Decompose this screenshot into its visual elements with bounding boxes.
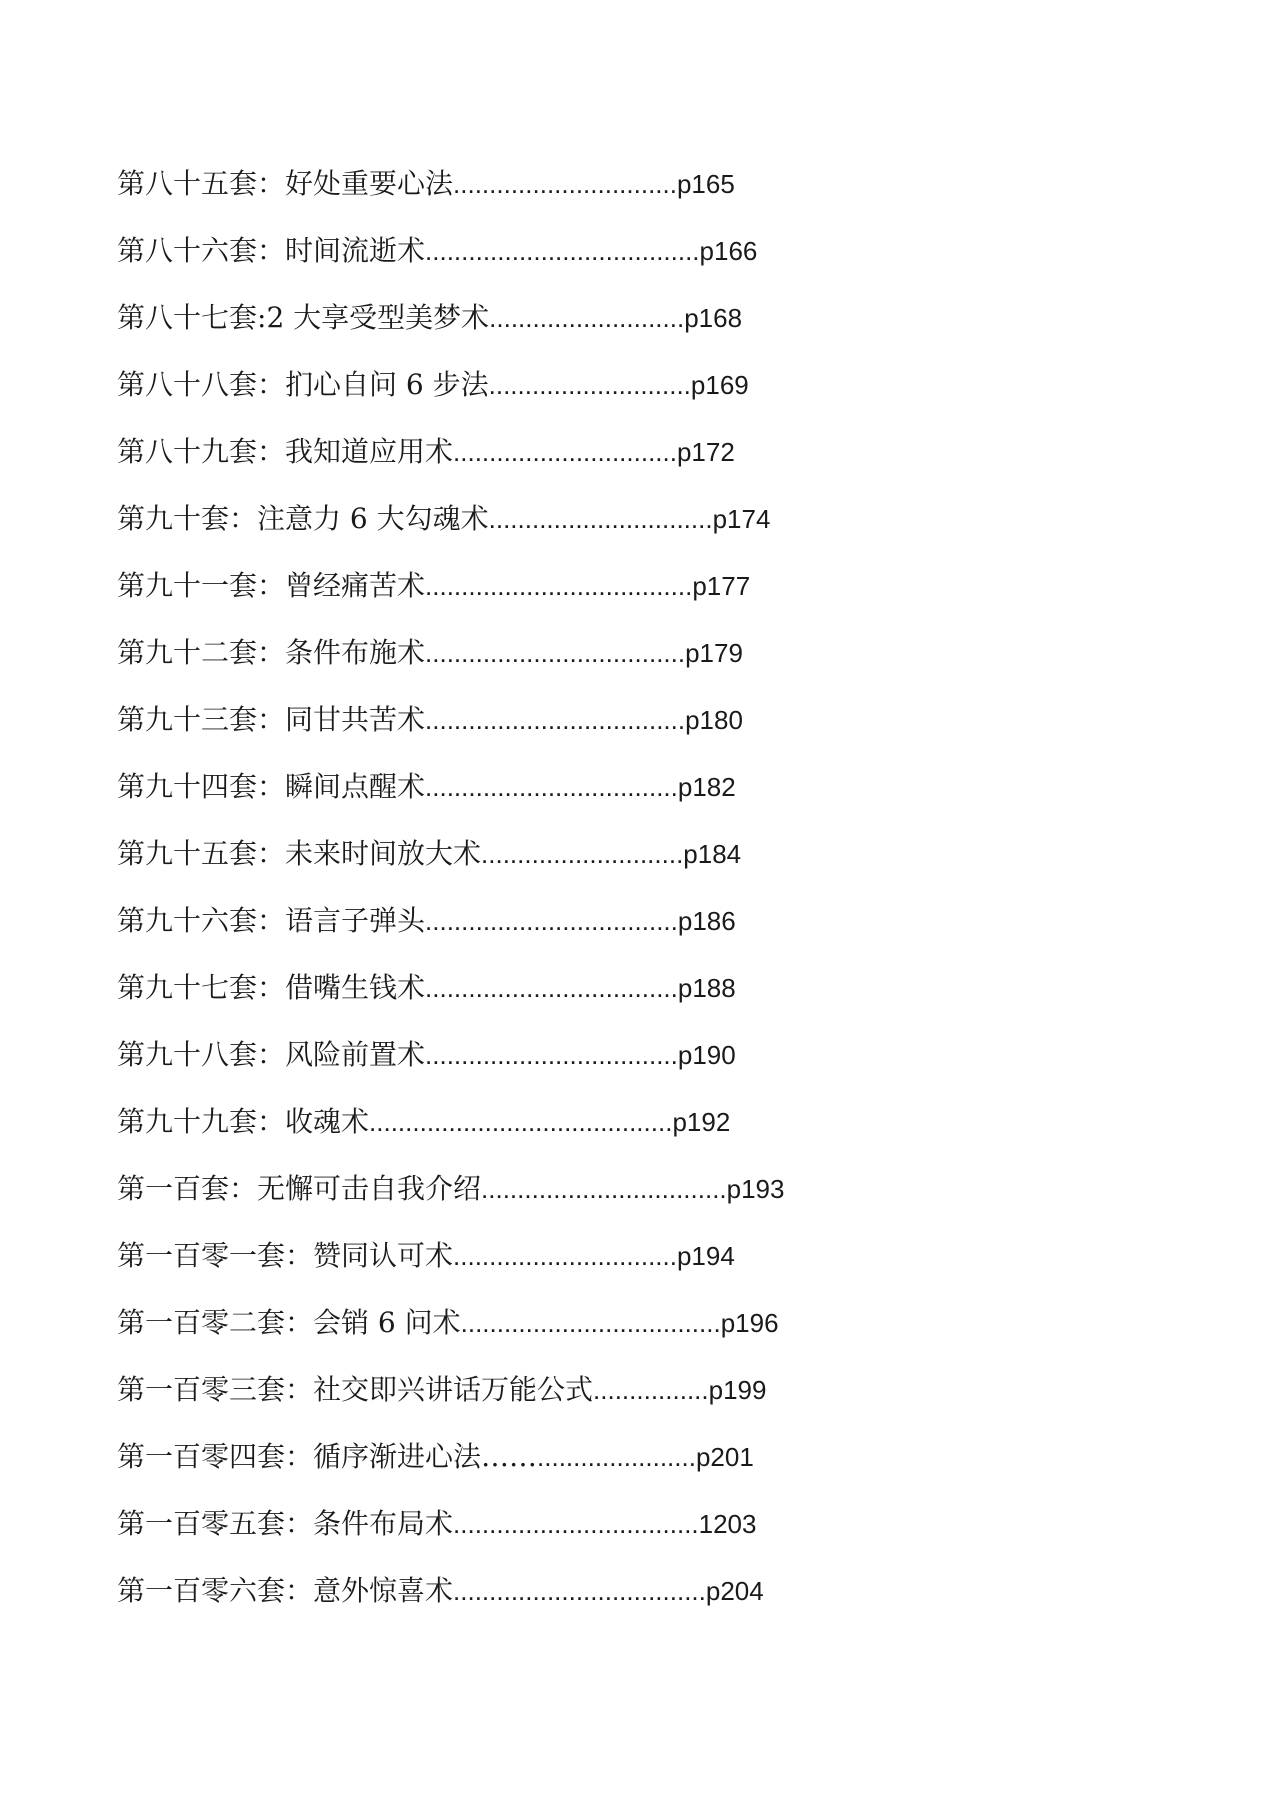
toc-dot-leader: ............................... xyxy=(488,504,713,534)
toc-chapter-number: 第一百零一套： xyxy=(117,1239,314,1272)
toc-dot-leader: .................................... xyxy=(425,638,686,668)
toc-dot-leader: ............................... xyxy=(453,1241,677,1271)
toc-entry xyxy=(117,298,784,365)
toc-dot-leader: .......................................... xyxy=(369,1107,673,1137)
toc-chapter-number: 第九十三套： xyxy=(117,703,286,736)
toc-chapter-number: 第一百零五套： xyxy=(117,1507,314,1540)
toc-entry xyxy=(117,432,784,499)
toc-chapter-number: 第九十套： xyxy=(117,502,258,535)
toc-page-number: p182 xyxy=(677,772,736,802)
toc-dot-leader: ...................... xyxy=(537,1442,696,1472)
toc-title: 借嘴生钱术 xyxy=(285,971,426,1004)
toc-title: 瞬间点醒术 xyxy=(285,770,426,803)
toc-page-number: p172 xyxy=(676,437,735,467)
toc-dot-leader: ................ xyxy=(593,1375,709,1405)
toc-title: 好处重要心法 xyxy=(285,167,454,200)
toc-title: 赞同认可术 xyxy=(313,1239,454,1272)
toc-title: 时间流逝术 xyxy=(285,234,426,267)
toc-page-number: p184 xyxy=(683,839,742,869)
toc-title: 社交即兴讲话万能公式 xyxy=(313,1373,594,1406)
toc-chapter-number: 第一百零三套： xyxy=(117,1373,314,1406)
toc-page-number: p179 xyxy=(685,638,743,668)
toc-page-number: p194 xyxy=(676,1241,735,1271)
toc-entry xyxy=(117,1236,784,1303)
toc-dot-leader: ................................... xyxy=(425,906,678,936)
toc-chapter-number: 第九十七套： xyxy=(117,971,286,1004)
toc-chapter-number: 第九十二套： xyxy=(117,636,286,669)
toc-title: 意外惊喜术 xyxy=(313,1574,454,1607)
toc-dot-leader: ................................... xyxy=(453,1576,706,1606)
toc-entry xyxy=(117,1437,784,1504)
toc-page-number: p180 xyxy=(685,705,743,735)
toc-entry xyxy=(117,566,784,633)
toc-dot-leader: ............................... xyxy=(453,437,677,467)
toc-page-number: p192 xyxy=(672,1107,731,1137)
toc-entry xyxy=(117,968,784,1035)
toc-page-number: p165 xyxy=(676,169,735,199)
toc-dot-leader: ............................ xyxy=(481,839,684,869)
toc-chapter-number: 第八十九套： xyxy=(117,435,286,468)
toc-entry xyxy=(117,164,784,231)
toc-chapter-number: 第九十九套： xyxy=(117,1105,286,1138)
toc-title: 我知道应用术 xyxy=(285,435,454,468)
toc-entry xyxy=(117,1571,784,1638)
toc-title: 收魂术 xyxy=(285,1105,370,1138)
toc-chapter-number: 第一百零二套： xyxy=(117,1306,314,1339)
toc-entry xyxy=(117,633,784,700)
toc-page-number: p174 xyxy=(712,504,771,534)
toc-page-number: p204 xyxy=(705,1576,764,1606)
toc-entry xyxy=(117,1169,784,1236)
toc-chapter-number: 第九十一套： xyxy=(117,569,286,602)
toc-page-number: p168 xyxy=(684,303,743,333)
toc-chapter-number: 第八十五套： xyxy=(117,167,286,200)
toc-dot-leader: ........................... xyxy=(489,303,685,333)
toc-title: 曾经痛苦术 xyxy=(285,569,426,602)
toc-dot-leader: .................................. xyxy=(453,1509,699,1539)
toc-dot-leader: ..................................... xyxy=(425,571,693,601)
toc-page-number: p201 xyxy=(695,1442,754,1472)
toc-entry xyxy=(117,700,784,767)
toc-title: 语言子弹头 xyxy=(285,904,426,937)
toc-entry xyxy=(117,767,784,834)
toc-title: 未来时间放大术 xyxy=(285,837,482,870)
toc-page-number: p193 xyxy=(726,1174,785,1204)
toc-page-number: 1203 xyxy=(698,1509,757,1539)
toc-chapter-number: 第八十八套： xyxy=(117,368,286,401)
toc-entry xyxy=(117,1370,784,1437)
toc-page-number: p196 xyxy=(720,1308,779,1338)
toc-page-number: p188 xyxy=(677,973,736,1003)
toc-title: 无懈可击自我介绍 xyxy=(257,1172,482,1205)
toc-page-number: p199 xyxy=(708,1375,767,1405)
toc-entry xyxy=(117,499,784,566)
toc-entry xyxy=(117,1102,784,1169)
toc-page-number: p186 xyxy=(677,906,736,936)
toc-entry xyxy=(117,1035,784,1102)
toc-chapter-number: 第一百零六套： xyxy=(117,1574,314,1607)
toc-title: 条件布局术 xyxy=(313,1507,454,1540)
toc-dot-leader: .................................... xyxy=(460,1308,721,1338)
toc-dot-leader: ...................................... xyxy=(425,236,700,266)
toc-entry xyxy=(117,1504,784,1571)
table-of-contents xyxy=(117,164,784,1638)
toc-dot-leader: .................................... xyxy=(425,705,686,735)
toc-page-number: p190 xyxy=(677,1040,736,1070)
toc-dot-leader: ............................... xyxy=(453,169,677,199)
toc-chapter-number: 第八十六套： xyxy=(117,234,286,267)
toc-dot-leader: ................................... xyxy=(425,973,678,1003)
toc-title: 风险前置术 xyxy=(285,1038,426,1071)
toc-dot-leader: ................................... xyxy=(425,1040,678,1070)
toc-entry xyxy=(117,1303,784,1370)
toc-title: 注意力 6 大勾魂术 xyxy=(257,502,489,535)
toc-entry xyxy=(117,901,784,968)
toc-chapter-number: 第一百零四套： xyxy=(117,1440,314,1473)
toc-chapter-number: 第九十八套： xyxy=(117,1038,286,1071)
toc-dot-leader: ................................... xyxy=(425,772,678,802)
toc-page-number: p177 xyxy=(692,571,751,601)
toc-chapter-number: 第九十四套： xyxy=(117,770,286,803)
toc-page-number: p169 xyxy=(690,370,749,400)
toc-dot-leader: .................................. xyxy=(481,1174,727,1204)
toc-chapter-number: 第八十七套: xyxy=(117,301,267,334)
toc-title: 循序渐进心法…… xyxy=(313,1440,538,1473)
toc-dot-leader: ............................ xyxy=(488,370,691,400)
toc-title: 条件布施术 xyxy=(285,636,426,669)
toc-entry xyxy=(117,834,784,901)
toc-title: 同甘共苦术 xyxy=(285,703,426,736)
toc-title: 扪心自问 6 步法 xyxy=(285,368,489,401)
toc-title: 会销 6 问术 xyxy=(313,1306,461,1339)
toc-entry xyxy=(117,365,784,432)
toc-entry xyxy=(117,231,784,298)
toc-title: 2 大享受型美梦术 xyxy=(266,301,490,334)
toc-chapter-number: 第九十五套： xyxy=(117,837,286,870)
toc-chapter-number: 第九十六套： xyxy=(117,904,286,937)
toc-page-number: p166 xyxy=(699,236,758,266)
toc-chapter-number: 第一百套： xyxy=(117,1172,258,1205)
